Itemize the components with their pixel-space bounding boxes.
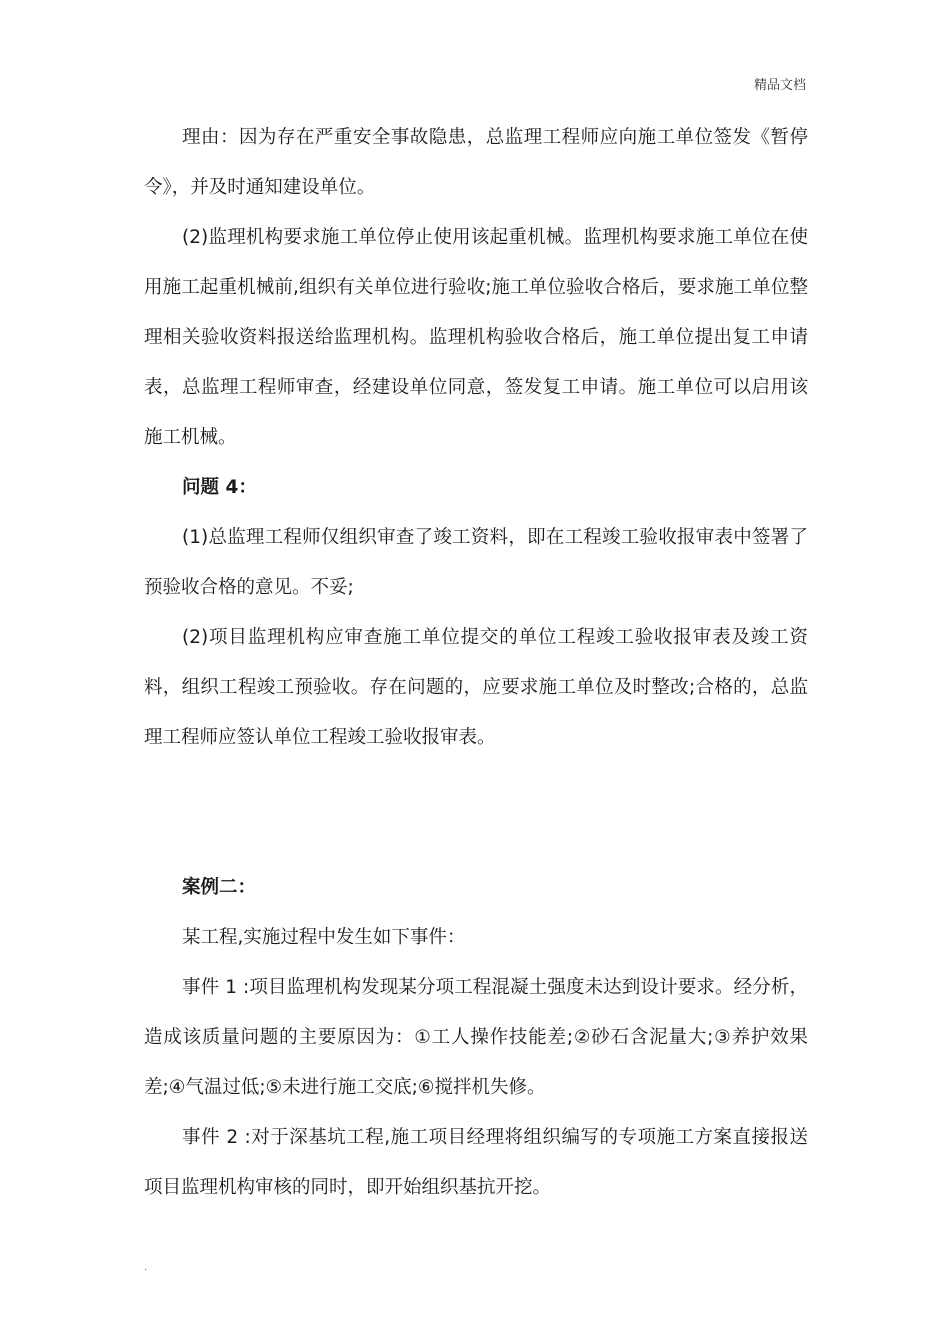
case-2-intro: 某工程,实施过程中发生如下事件： (182, 927, 466, 948)
question-4-heading: 问题 4： (182, 477, 257, 498)
paragraph-item-2: (2)监理机构要求施工单位停止使用该起重机械。监理机构要求施工单位在使用施工起重机械前,组织有关单位进行验收;施工单位验收合格后，要求施工单位整理相关验收资料报送给监理机构。监理机构验收合格后，施工单位提出复工申请表，总监理工程师审查，经建设单位同意，签发复工申请。施工单位可以启用该施工机械。 (144, 227, 808, 448)
answer-4-item-2: (2)项目监理机构应审查施工单位提交的单位工程竣工验收报审表及竣工资料，组织工程竣工预验收。存在问题的，应要求施工单位及时整改;合格的，总监理工程师应签认单位工程竣工验收报审表。 (144, 627, 808, 748)
section-spacer (144, 763, 808, 863)
case-2-heading: 案例二： (182, 877, 257, 898)
page-header-label: 精品文档 (753, 78, 806, 93)
paragraph-reason: 理由：因为存在严重安全事故隐患，总监理工程师应向施工单位签发《暂停令》，并及时通知建设单位。 (144, 127, 808, 198)
document-body (144, 113, 808, 1213)
event-1-paragraph: 事件 1 :项目监理机构发现某分项工程混凝土强度未达到设计要求。经分析，造成该质量问题的主要原因为：①工人操作技能差;②砂石含泥量大;③养护效果差;④气温过低;⑤未进行施工交底;⑥搅拌机失修。 (144, 977, 808, 1098)
footer-mark: . (144, 1262, 148, 1273)
answer-4-item-1: (1)总监理工程师仅组织审查了竣工资料，即在工程竣工验收报审表中签署了预验收合格的意见。不妥; (144, 527, 808, 598)
event-2-paragraph: 事件 2 :对于深基坑工程,施工项目经理将组织编写的专项施工方案直接报送项目监理机构审核的同时，即开始组织基抗开挖。 (144, 1127, 808, 1198)
